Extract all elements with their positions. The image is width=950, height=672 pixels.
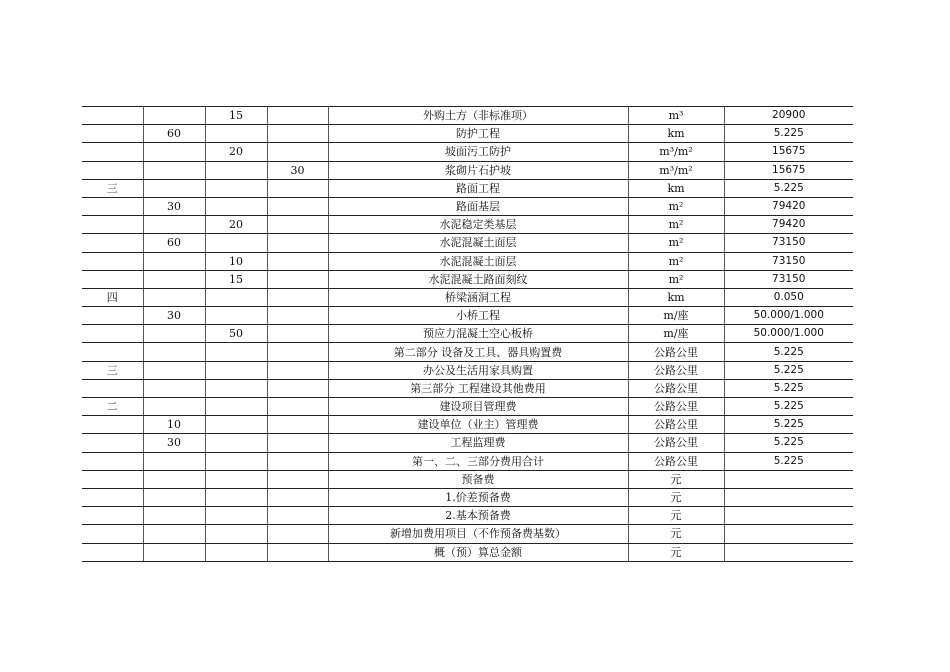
table-row bbox=[82, 307, 853, 325]
item-unit: 元 bbox=[628, 470, 724, 488]
item-col-4 bbox=[267, 143, 328, 161]
item-name: 预备费 bbox=[328, 470, 628, 488]
item-col-3 bbox=[205, 361, 267, 379]
item-col-1: 二 bbox=[82, 398, 143, 416]
table-row bbox=[82, 507, 853, 525]
item-col-2 bbox=[143, 216, 205, 234]
item-col-1: 四 bbox=[82, 288, 143, 306]
item-quantity bbox=[724, 525, 853, 543]
item-unit: 公路公里 bbox=[628, 379, 724, 397]
item-col-4 bbox=[267, 379, 328, 397]
item-name: 水泥混凝土面层 bbox=[328, 234, 628, 252]
item-col-2 bbox=[143, 543, 205, 561]
item-quantity: 15675 bbox=[724, 143, 853, 161]
table-row bbox=[82, 216, 853, 234]
item-col-4 bbox=[267, 507, 328, 525]
table-row bbox=[82, 252, 853, 270]
item-col-3 bbox=[205, 161, 267, 179]
item-col-4 bbox=[267, 270, 328, 288]
item-col-4 bbox=[267, 452, 328, 470]
item-quantity: 5.225 bbox=[724, 361, 853, 379]
item-col-3 bbox=[205, 234, 267, 252]
item-quantity: 5.225 bbox=[724, 343, 853, 361]
item-name: 建设单位（业主）管理费 bbox=[328, 416, 628, 434]
item-col-2 bbox=[143, 452, 205, 470]
item-col-2 bbox=[143, 361, 205, 379]
item-unit: 元 bbox=[628, 543, 724, 561]
item-name: 坡面污工防护 bbox=[328, 143, 628, 161]
item-name: 路面基层 bbox=[328, 197, 628, 215]
item-col-1 bbox=[82, 416, 143, 434]
item-col-4 bbox=[267, 197, 328, 215]
item-col-3 bbox=[205, 379, 267, 397]
item-col-3 bbox=[205, 125, 267, 143]
item-col-2 bbox=[143, 488, 205, 506]
item-col-2 bbox=[143, 343, 205, 361]
item-col-4 bbox=[267, 470, 328, 488]
table-row bbox=[82, 434, 853, 452]
item-quantity bbox=[724, 488, 853, 506]
item-quantity: 50.000/1.000 bbox=[724, 325, 853, 343]
item-col-1 bbox=[82, 379, 143, 397]
item-quantity: 73150 bbox=[724, 252, 853, 270]
item-col-2: 30 bbox=[143, 434, 205, 452]
item-col-2 bbox=[143, 288, 205, 306]
item-quantity: 79420 bbox=[724, 216, 853, 234]
item-col-1 bbox=[82, 143, 143, 161]
item-col-3 bbox=[205, 525, 267, 543]
item-col-4 bbox=[267, 288, 328, 306]
item-col-1 bbox=[82, 543, 143, 561]
item-col-4 bbox=[267, 434, 328, 452]
item-quantity bbox=[724, 507, 853, 525]
item-col-1 bbox=[82, 343, 143, 361]
table-body bbox=[82, 107, 853, 562]
item-col-3 bbox=[205, 543, 267, 561]
item-col-3 bbox=[205, 434, 267, 452]
item-col-1 bbox=[82, 252, 143, 270]
item-unit: 公路公里 bbox=[628, 398, 724, 416]
table-row bbox=[82, 343, 853, 361]
item-col-2 bbox=[143, 525, 205, 543]
item-col-4: 30 bbox=[267, 161, 328, 179]
item-col-2 bbox=[143, 379, 205, 397]
item-quantity: 0.050 bbox=[724, 288, 853, 306]
table-row bbox=[82, 107, 853, 125]
item-quantity: 73150 bbox=[724, 234, 853, 252]
item-col-2 bbox=[143, 143, 205, 161]
item-unit: 元 bbox=[628, 488, 724, 506]
item-col-3 bbox=[205, 288, 267, 306]
item-col-3 bbox=[205, 488, 267, 506]
item-unit: km bbox=[628, 125, 724, 143]
item-col-3 bbox=[205, 470, 267, 488]
table-row bbox=[82, 161, 853, 179]
table-row bbox=[82, 470, 853, 488]
item-name: 外购土方（非标准项） bbox=[328, 107, 628, 125]
item-col-1 bbox=[82, 197, 143, 215]
table-row bbox=[82, 197, 853, 215]
item-name: 1.价差预备费 bbox=[328, 488, 628, 506]
item-col-1 bbox=[82, 434, 143, 452]
item-name: 2.基本预备费 bbox=[328, 507, 628, 525]
budget-table bbox=[82, 106, 853, 562]
item-col-2 bbox=[143, 470, 205, 488]
item-unit: m³/m² bbox=[628, 161, 724, 179]
item-col-2: 60 bbox=[143, 125, 205, 143]
item-col-4 bbox=[267, 125, 328, 143]
item-quantity: 5.225 bbox=[724, 452, 853, 470]
item-name: 第三部分 工程建设其他费用 bbox=[328, 379, 628, 397]
item-col-4 bbox=[267, 325, 328, 343]
item-col-3 bbox=[205, 416, 267, 434]
item-name: 工程监理费 bbox=[328, 434, 628, 452]
item-col-1 bbox=[82, 507, 143, 525]
table-row bbox=[82, 416, 853, 434]
item-col-4 bbox=[267, 252, 328, 270]
table-row bbox=[82, 288, 853, 306]
item-col-2 bbox=[143, 270, 205, 288]
item-col-1 bbox=[82, 307, 143, 325]
item-unit: m³ bbox=[628, 107, 724, 125]
item-name: 概（预）算总金额 bbox=[328, 543, 628, 561]
item-col-3: 15 bbox=[205, 107, 267, 125]
item-col-4 bbox=[267, 525, 328, 543]
item-col-1 bbox=[82, 488, 143, 506]
item-unit: m/座 bbox=[628, 307, 724, 325]
item-col-4 bbox=[267, 179, 328, 197]
item-col-1 bbox=[82, 452, 143, 470]
item-name: 水泥稳定类基层 bbox=[328, 216, 628, 234]
item-col-1 bbox=[82, 270, 143, 288]
item-col-4 bbox=[267, 488, 328, 506]
item-name: 防护工程 bbox=[328, 125, 628, 143]
table-row bbox=[82, 452, 853, 470]
item-unit: m³/m² bbox=[628, 143, 724, 161]
item-col-3: 10 bbox=[205, 252, 267, 270]
item-unit: km bbox=[628, 179, 724, 197]
item-quantity: 73150 bbox=[724, 270, 853, 288]
item-name: 第一、二、三部分费用合计 bbox=[328, 452, 628, 470]
item-quantity: 50.000/1.000 bbox=[724, 307, 853, 325]
item-unit: m² bbox=[628, 197, 724, 215]
item-unit: 公路公里 bbox=[628, 434, 724, 452]
item-col-1 bbox=[82, 325, 143, 343]
item-quantity: 5.225 bbox=[724, 398, 853, 416]
item-name: 小桥工程 bbox=[328, 307, 628, 325]
item-quantity: 5.225 bbox=[724, 416, 853, 434]
item-col-2: 10 bbox=[143, 416, 205, 434]
item-col-4 bbox=[267, 307, 328, 325]
item-col-2 bbox=[143, 252, 205, 270]
item-col-3 bbox=[205, 398, 267, 416]
item-unit: 公路公里 bbox=[628, 361, 724, 379]
item-col-4 bbox=[267, 543, 328, 561]
item-unit: m/座 bbox=[628, 325, 724, 343]
table-row bbox=[82, 270, 853, 288]
item-col-4 bbox=[267, 216, 328, 234]
item-unit: 元 bbox=[628, 525, 724, 543]
item-name: 水泥混凝土面层 bbox=[328, 252, 628, 270]
table-row bbox=[82, 234, 853, 252]
item-col-3 bbox=[205, 197, 267, 215]
table-row bbox=[82, 125, 853, 143]
table-row bbox=[82, 179, 853, 197]
item-col-1 bbox=[82, 525, 143, 543]
table-row bbox=[82, 488, 853, 506]
item-col-2 bbox=[143, 161, 205, 179]
table-row bbox=[82, 143, 853, 161]
table-row bbox=[82, 361, 853, 379]
item-col-2 bbox=[143, 107, 205, 125]
item-quantity: 5.225 bbox=[724, 379, 853, 397]
item-col-4 bbox=[267, 234, 328, 252]
item-name: 浆砌片石护坡 bbox=[328, 161, 628, 179]
item-col-3 bbox=[205, 179, 267, 197]
item-col-2 bbox=[143, 398, 205, 416]
item-col-2 bbox=[143, 507, 205, 525]
item-unit: m² bbox=[628, 270, 724, 288]
item-col-3 bbox=[205, 452, 267, 470]
item-col-3 bbox=[205, 343, 267, 361]
item-col-3: 50 bbox=[205, 325, 267, 343]
item-quantity: 5.225 bbox=[724, 125, 853, 143]
item-col-4 bbox=[267, 416, 328, 434]
item-col-3: 20 bbox=[205, 143, 267, 161]
item-col-1 bbox=[82, 234, 143, 252]
item-col-1 bbox=[82, 125, 143, 143]
item-col-1 bbox=[82, 216, 143, 234]
item-col-1: 三 bbox=[82, 179, 143, 197]
item-quantity bbox=[724, 470, 853, 488]
table-row bbox=[82, 379, 853, 397]
item-quantity bbox=[724, 543, 853, 561]
item-name: 预应力混凝土空心板桥 bbox=[328, 325, 628, 343]
item-col-2 bbox=[143, 179, 205, 197]
table-row bbox=[82, 543, 853, 561]
item-unit: m² bbox=[628, 216, 724, 234]
table-row bbox=[82, 525, 853, 543]
item-col-4 bbox=[267, 398, 328, 416]
item-col-4 bbox=[267, 361, 328, 379]
item-quantity: 20900 bbox=[724, 107, 853, 125]
item-name: 第二部分 设备及工具、器具购置费 bbox=[328, 343, 628, 361]
item-quantity: 79420 bbox=[724, 197, 853, 215]
item-unit: m² bbox=[628, 252, 724, 270]
item-unit: 公路公里 bbox=[628, 343, 724, 361]
item-unit: 元 bbox=[628, 507, 724, 525]
item-quantity: 5.225 bbox=[724, 179, 853, 197]
item-quantity: 15675 bbox=[724, 161, 853, 179]
item-unit: m² bbox=[628, 234, 724, 252]
item-col-2: 30 bbox=[143, 307, 205, 325]
item-col-3 bbox=[205, 507, 267, 525]
table-row bbox=[82, 398, 853, 416]
item-name: 新增加费用项目（不作预备费基数） bbox=[328, 525, 628, 543]
item-col-3: 20 bbox=[205, 216, 267, 234]
item-unit: 公路公里 bbox=[628, 416, 724, 434]
item-col-1 bbox=[82, 161, 143, 179]
item-name: 桥梁涵洞工程 bbox=[328, 288, 628, 306]
item-unit: 公路公里 bbox=[628, 452, 724, 470]
item-col-2: 30 bbox=[143, 197, 205, 215]
item-quantity: 5.225 bbox=[724, 434, 853, 452]
item-col-3 bbox=[205, 307, 267, 325]
item-name: 水泥混凝土路面刻纹 bbox=[328, 270, 628, 288]
item-col-2 bbox=[143, 325, 205, 343]
item-name: 建设项目管理费 bbox=[328, 398, 628, 416]
item-col-3: 15 bbox=[205, 270, 267, 288]
item-col-2: 60 bbox=[143, 234, 205, 252]
item-col-1 bbox=[82, 470, 143, 488]
item-name: 办公及生活用家具购置 bbox=[328, 361, 628, 379]
item-col-4 bbox=[267, 107, 328, 125]
table-row bbox=[82, 325, 853, 343]
item-name: 路面工程 bbox=[328, 179, 628, 197]
item-unit: km bbox=[628, 288, 724, 306]
item-col-1: 三 bbox=[82, 361, 143, 379]
item-col-1 bbox=[82, 107, 143, 125]
item-col-4 bbox=[267, 343, 328, 361]
